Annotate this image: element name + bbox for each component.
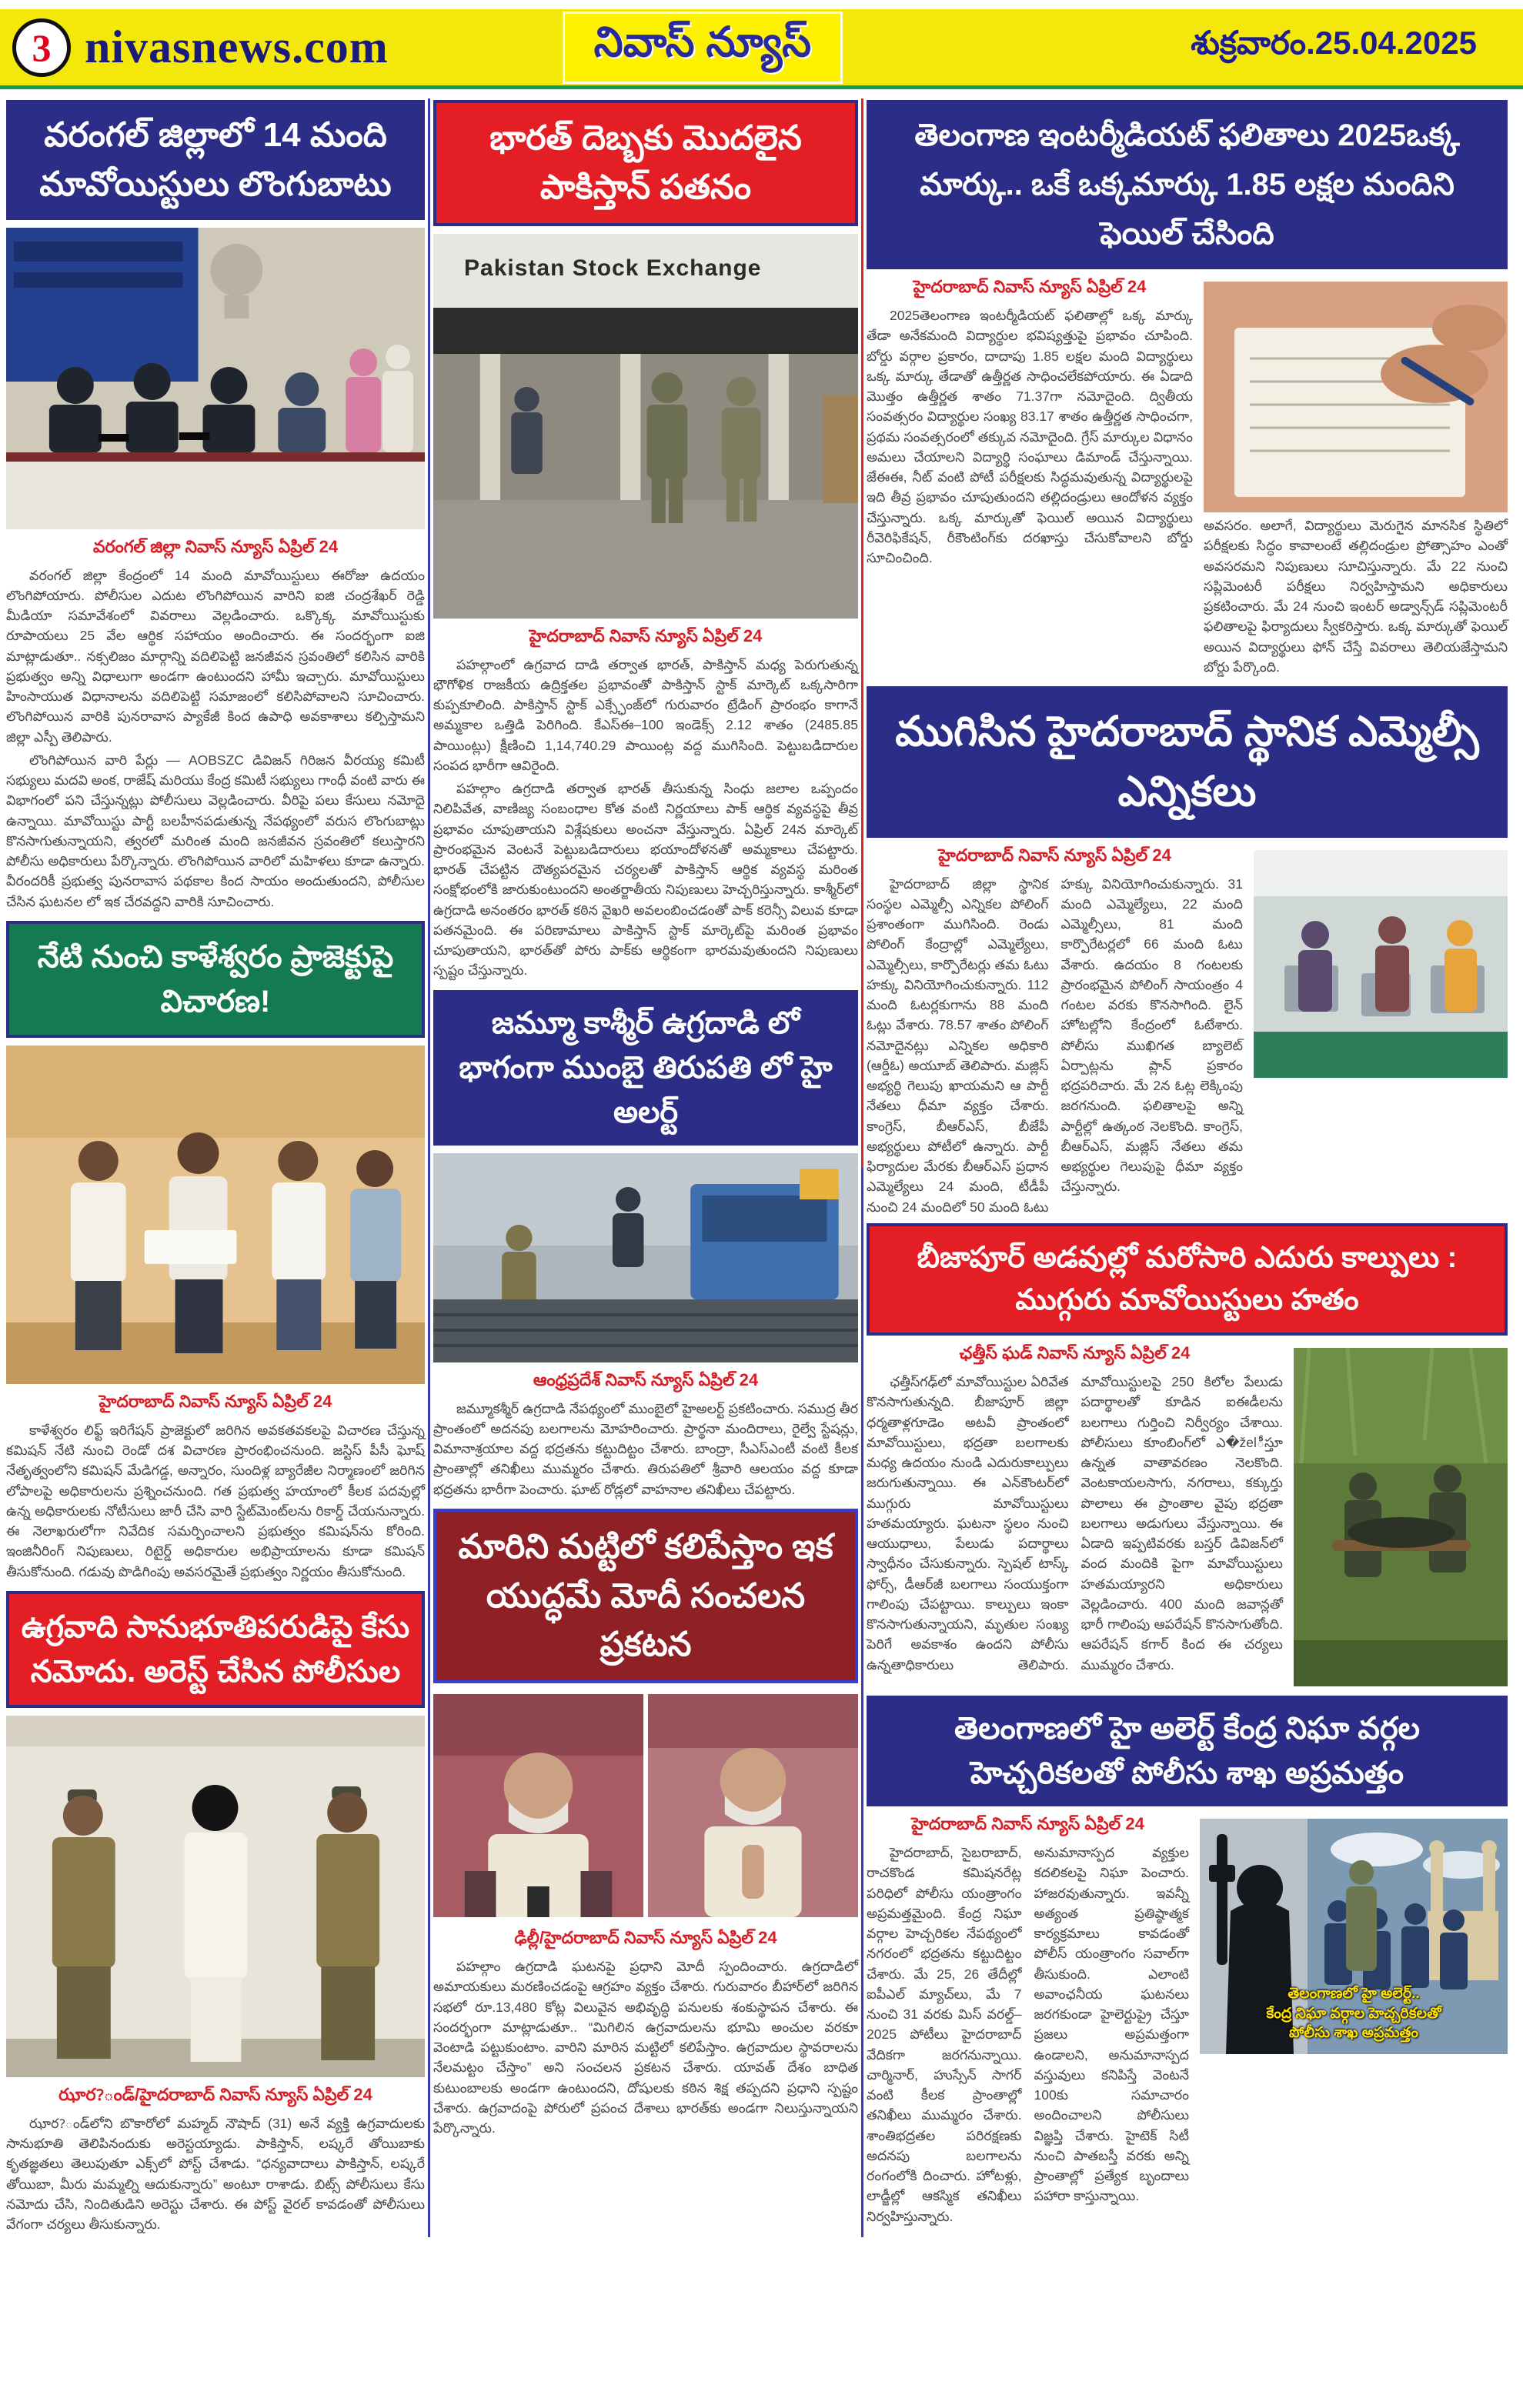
headline-mumbai-tirupati-alert: జమ్మూ కాశ్మీర్ ఉగ్రదాడి లో భాగంగా ముంబై తిరుపతి లో హై అలర్ట్ <box>433 990 858 1146</box>
headline-sympathizer-arrest: ఉగ్రవాది సానుభూతిపరుడిపై కేసు నమోదు. అరెస్ట్ చేసిన పోలీసుల <box>6 1591 425 1708</box>
article-body-mumbai-alert <box>433 1399 858 1499</box>
dateline-sympathizer-arrest: ఝార?ండ్/హైదరాబాద్ నివాస్ న్యూస్ ఏప్రిల్ 24 <box>58 2084 372 2104</box>
psx-sign-text: Pakistan Stock Exchange <box>464 255 762 281</box>
pakistan-stock-exchange-photo <box>433 234 858 619</box>
modi-photos <box>433 1691 858 1920</box>
dateline-kaleshwaram: హైదరాబాద్ నివాస్ న్యూస్ ఏప్రిల్ 24 <box>99 1391 332 1411</box>
article-body-kaleshwaram <box>6 1420 425 1582</box>
dateline-modi-statement: ఢిల్లీ/హైదరాబాద్ నివాస్ న్యూస్ ఏప్రిల్ 24 <box>514 1928 777 1948</box>
modi-namaste-photo <box>648 1694 858 1917</box>
paragraph: అవసరం. అలాగే, విద్యార్థులు మెరుగైన మానసిక స్థితిలో పరీక్షలకు సిద్ధం కావాలంటే తల్లిదండ్రుల ప్రోత్సాహం ఎంతో అవసరమని నిపుణులు సూచిస్తున్నారు. మే 22 నుంచి సప్లిమెంటరీ పరీక్షలు నిర్వహిస్తామని అధికారులు ప్రకటించారు. మే 24 నుంచి ఇంటర్ అడ్వాన్స్‌డ్ సప్లిమెంటరీ ఫలితాలపై ఫిర్యాదులు స్వీకరిస్తారు. ఒక్క మార్కుతో ఫెయిల్ అయిన విద్యార్థులు ఫోన్ చేస్తే వివరాలు తెలియజేస్తామని బోర్డు పేర్కొంది. <box>1204 518 1508 675</box>
article-telangana-alert <box>867 1814 1508 2226</box>
paragraph: పహల్గాంలో ఉగ్రవాద దాడి తర్వాత భారత్, పాకిస్తాన్ మధ్య పెరుగుతున్న భౌగోళిక రాజకీయ ఉద్రిక్తతల ప్రభావంతో పాకిస్తాన్ స్టాక్ మార్కెట్ ఒక్కసారిగా కుప్పకూలింది. పాకిస్తాన్ స్టాక్ ఎక్స్ఛేంజ్‌లో గురువారం ట్రేడింగ్ ప్రారంభం కాగానే అమ్మకాల ఒత్తిడి పెరిగింది. కేఎస్‌ఈ–100 ఇండెక్స్ 2.12 శాతం (2485.85 పాయింట్లు) క్షీణించి 1,14,740.29 పాయింట్ల వద్ద ముగిసింది. పెట్టుబడిదారుల సంపద భారీగా ఆవిరైంది. <box>433 656 858 773</box>
paragraph: హైదరాబాద్, సైబరాబాద్, రాచకొండ కమిషనరేట్ల పరిధిలో పోలీసు యంత్రాంగం అప్రమత్తమైంది. కేంద్ర నిఘా వర్గాల హెచ్చరికల నేపథ్యంలో నగరంలో భద్రతను కట్టుదిట్టం చేశారు. మే 25, 26 తేదీల్లో ఐపీఎల్ మ్యాచ్‌లు, మే 7 నుంచి 31 వరకు మిస్ వరల్డ్–2025 పోటీలు హైదరాబాద్ వేదికగా జరగనున్నాయి. చార్మినార్, హుస్సేన్ సాగర్ వంటి కీలక ప్రాంతాల్లో తనిఖీలు ముమ్మరం చేశారు. శాంతిభద్రతల పరిరక్షణకు అదనపు బలగాలను రంగంలోకి దించారు. హోటళ్లు, లాడ్జీల్లో ఆకస్మిక తనిఖీలు నిర్వహిస్తున్నారు. అనుమానాస్పద వ్యక్తుల కదలికలపై నిఘా పెంచారు. హాజరవుతున్నారు. ఇవన్నీ అత్యంత ప్రతిష్ఠాత్మక కార్యక్రమాలు కావడంతో పోలీస్ యంత్రాంగం సవాల్‌గా తీసుకుంది. ఎలాంటి అవాంఛనీయ ఘటనలు జరగకుండా హైలెర్టుప్రై చేస్తూ ప్రజలు అప్రమత్తంగా ఉండాలని, అనుమానాస్పద వస్తువులు కనిపిస్తే వెంటనే 100కు సమాచారం అందించాలని పోలీసులు విజ్ఞప్తి చేశారు. హైటెక్ సిటీ నుంచి పాతబస్తీ వరకు అన్ని ప్రాంతాల్లో ప్రత్యేక బృందాలు పహారా కాస్తున్నాయి. <box>867 1845 1189 2224</box>
dateline-maoists-surrender: వరంగల్ జిల్లా నివాస్ న్యూస్ ఏప్రిల్ 24 <box>92 536 339 556</box>
page-body <box>0 98 1523 2237</box>
paragraph: జమ్మూకశ్మీర్ ఉగ్రదాడి నేపథ్యంలో ముంబైలో హైఅలర్ట్ ప్రకటించారు. సముద్ర తీర ప్రాంతంలో అదనపు బలగాలను మోహరించారు. ప్రార్థనా మందిరాలు, రైల్వే స్టేషన్లు, విమానాశ్రయాల వద్ద భద్రతను కట్టుదిట్టం చేశారు. బాంద్రా, సీఎస్‌ఎంటీ వంటి కీలక ప్రాంతాల్లో తనిఖీలు ముమ్మరం చేశారు. తిరుపతిలో శ్రీవారి ఆలయం వద్ద కూడా భద్రతను భారీగా పెంచారు. ఘాట్ రోడ్లలో వాహనాల తనిఖీలు చేపట్టారు. <box>433 1400 858 1497</box>
headline-mlc-elections: ముగిసిన హైదరాబాద్ స్థానిక ఎమ్మెల్సీ ఎన్నికలు <box>867 686 1508 838</box>
paragraph: లొంగిపోయిన వారి పేర్లు — AOBSZC డివిజన్ గిరిజన వీరయ్య కమిటీ సభ్యులు మదవి అంక, రాజేష్ మరియు కేంద్ర కమిటీ సభ్యులు గాంధీ వంటి వారు ఈ విభాగంలో పని చేస్తున్నట్లు పోలీసులు వెల్లడించారు. వీరిపై పలు కేసులు నమోదై ఉన్నాయి. మావోయిస్టు పార్టీ బలహీనపడుతున్న నేపథ్యంలో వరుస లొంగుబాట్లు కొనసాగుతున్నాయని, త్వరలో మరింత మంది జనజీవన స్రవంతిలో కలుస్తారని పోలీసు అధికారులు పేర్కొన్నారు. లొంగిపోయిన వారిలో మహిళలు కూడా ఉన్నారు. వీరందరికీ ప్రభుత్వ పునరావాస పథకాల కింద సాయం అందుతుందని, పోలీసుల చేసిన ఘటనల లో ఇక చేరవద్దని వారికి సూచించారు. <box>6 752 425 909</box>
site-name[interactable]: nivasnews.com <box>85 22 389 72</box>
headline-bijapur-encounter: బీజాపూర్ అడవుల్లో మరోసారి ఎదురు కాల్పులు : ముగ్గురు మావోయిస్టులు హతం <box>867 1223 1508 1336</box>
page-number: 3 <box>32 25 52 69</box>
article-mlc-elections <box>867 845 1508 1217</box>
press-conference-photo <box>6 228 425 529</box>
column-2 <box>430 98 861 2237</box>
kaleshwaram-inspection-photo <box>6 1046 425 1384</box>
modi-speech-photo <box>433 1694 643 1917</box>
overlay-line: కేంద్ర నిఘా వర్గాల హెచ్చరికలతో <box>1266 2005 1441 2022</box>
paragraph: ఛత్తీస్‌గఢ్‌లో మావోయిస్టుల ఏరివేత కొనసాగుతున్నది. బీజాపూర్ జిల్లా ధర్మతాళ్లగూడెం అటవీ ప్రాంతంలో మావోయిస్టులు, భద్రతా బలగాలకు మధ్య ఉదయం నుండి ఎదురుకాల్పులు జరుగుతున్నాయి. ఈ ఎన్‌కౌంటర్‌లో ముగ్గురు మావోయిస్టులు హతమయ్యారు. ఘటనా స్థలం నుంచి ఆయుధాలు, పేలుడు పదార్థాలు స్వాధీనం చేసుకున్నారు. స్పెషల్ టాస్క్ ఫోర్స్, డీఆర్‌జీ బలగాలు సంయుక్తంగా గాలింపు చేపట్టాయి. కాల్పులు ఇంకా కొనసాగుతున్నాయని, మృతుల సంఖ్య పెరిగే అవకాశం ఉందని పోలీసు ఉన్నతాధికారులు తెలిపారు. మావోయిస్టులపై 250 కిలోల పేలుడు పదార్థాలతో కూడిన ఐఈడీలను బలగాలు గుర్తించి నిర్వీర్యం చేశాయి. పోలీసులు కూంబింగ్‌లో ఎ�želీస్తూ ఉన్నత వాతావరణం నెలకొంది. వెంటకాయలసాగు, నగరాలు, కక్కుర్తు పొలాలు ఈ ప్రాంతాల వైపు భద్రతా బలగాలు అడుగులు వేస్తున్నాయి. ఈ ఏడాది ఇప్పటివరకు బస్తర్ డివిజన్‌లో వంద మందికి పైగా మావోయిస్టులు హతమయ్యారని అధికారులు వెల్లడించారు. 400 మంది జవాన్లతో భారీ గాలింపు ఆపరేషన్ కొనసాగుతోంది. ఆపరేషన్ కగార్ కింద ఈ చర్యలు ముమ్మరం చేశారు. <box>867 1374 1283 1673</box>
headline-maoists-surrender: వరంగల్ జిల్లాలో 14 మంది మావోయిస్టులు లొంగుబాటు <box>6 100 425 220</box>
overlay-line: పోలీసు శాఖ అప్రమత్తం <box>1288 2025 1419 2042</box>
masthead-title: నివాస్ న్యూస్ <box>563 12 843 84</box>
dateline-mumbai-alert: ఆంధ్రప్రదేశ్ నివాస్ న్యూస్ ఏప్రిల్ 24 <box>533 1369 759 1389</box>
edition-date: శుక్రవారం.25.04.2025 <box>1191 25 1477 61</box>
polling-materials-photo <box>1254 850 1508 1078</box>
article-body-pakistan-fall <box>433 655 858 981</box>
paragraph: పహల్గాం ఉగ్రదాడి ఘటనపై ప్రధాని మోదీ స్పందించారు. ఉగ్రదాడిలో అమాయకులు మరణించడంపై ఆగ్రహం వ్యక్తం చేశారు. గురువారం బీహార్‌లో జరిగిన సభలో రూ.13,480 కోట్ల విలువైన అభివృద్ధి పనులకు శంకుస్థాపన చేశారు. ఈ సందర్భంగా మాట్లాడుతూ.. “మిగిలిన ఉగ్రవాదులను భూమి అంచుల వరకూ వెంటాడి పట్టుకుంటాం. వారిని మారిన మట్టిలో కలిపేస్తాం. ఉగ్రవాదుల స్థావరాలను నేలమట్టం చేస్తాం” అని సంచలన ప్రకటన చేశారు. యావత్ దేశం బాధిత కుటుంబాలకు అండగా ఉంటుందని, దోషులకు కఠిన శిక్ష తప్పదని ప్రధాని స్పష్టం చేశారు. ఉగ్రవాదంపై పోరులో ప్రపంచ దేశాలు భారత్‌కు అండగా నిలుస్తున్నాయని పేర్కొన్నారు. <box>433 1959 858 2136</box>
article-body-modi-statement <box>433 1956 858 2138</box>
article-body-sympathizer-arrest <box>6 2113 425 2235</box>
mumbai-security-check-photo <box>433 1153 858 1362</box>
overlay-line: తెలంగాణలో హై అలెర్ట్.. <box>1288 1986 1420 2003</box>
column-1 <box>0 98 428 2237</box>
paragraph: వరంగల్ జిల్లా కేంద్రంలో 14 మంది మావోయిస్టులు ఈరోజు ఉదయం లొంగిపోయారు. పోలీసుల ఎదుట లొంగిపోయిన వారిని ఐజి చంద్రశేఖర్ రెడ్డి మీడియా సమావేశంలో వివరాలు వెల్లడించారు. ఒక్కొక్క మావోయిస్టుకు రూపాయలు 25 వేల ఆర్థిక సహాయం అందించారు. ఈ సందర్భంగా ఐజి మాట్లాడుతూ.. నక్సలిజం మార్గాన్ని వదిలిపెట్టి జనజీవన స్రవంతిలో కలిసిన వారికి ప్రభుత్వం అన్ని విధాలుగా అండగా ఉంటుందని హామీ ఇచ్చారు. మావోయిస్టులు హింసాయుత విధానాలను వదిలిపెట్టి సమాజంలో కలిసిపోవాలని సూచించారు. లొంగిపోయిన వారికి పునరావాస ప్యాకేజీ కింద ఉపాధి అవకాశాలు కల్పిస్తామని జిల్లా ఎస్పీ తెలిపారు. <box>6 567 425 745</box>
dateline-pakistan-fall: హైదరాబాద్ నివాస్ న్యూస్ ఏప్రిల్ 24 <box>529 625 763 645</box>
headline-modi-statement: మారిని మట్టిలో కలిపేస్తాం ఇక యుద్ధమే మోదీ సంచలన ప్రకటన <box>433 1509 858 1683</box>
paragraph: ఝార?ండ్‌లోని బొకారోలో మహ్మద్ నౌషాద్ (31) అనే వ్యక్తి ఉగ్రవాదులకు సానుభూతి తెలిపినందుకు అరెస్టయ్యాడు. పాకిస్తాన్, లష్కరే తోయిబాకు కృతజ్ఞతలు తెలుపుతూ ఎక్స్‌లో పోస్ట్ చేశాడు. “ధన్యవాదాలు పాకిస్తాన్, లష్కరే తోయిబా, మీరు మమ్మల్ని ఆదుకున్నారు” అంటూ రాశాడు. బిట్స్ పోలీసులు కేసు నమోదు చేసి, నిందితుడిని అరెస్టు చేశారు. ఈ పోస్ట్ వైరల్ కావడంతో పోలీసులు వేగంగా చర్యలు తీసుకున్నారు. <box>6 2115 425 2233</box>
dateline-bijapur: ఛత్తీస్ ఘడ్ నివాస్ న్యూస్ ఏప్రిల్ 24 <box>959 1343 1191 1363</box>
encounter-forest-photo <box>1294 1348 1508 1686</box>
article-bijapur-encounter <box>867 1343 1508 1689</box>
alert-photo-overlay-text <box>1200 1984 1508 2043</box>
paragraph: కాళేశ్వరం లిఫ్ట్ ఇరిగేషన్ ప్రాజెక్టులో జరిగిన అవకతవకలపై విచారణ చేస్తున్న కమిషన్ నేటి నుంచి రెండో దశ విచారణ ప్రారంభించనుంది. జస్టిస్ పీసీ ఘోష్ నేతృత్వంలోని కమిషన్ మేడిగడ్డ, అన్నారం, సుందిళ్ల బ్యారేజీల నిర్మాణంలో జరిగిన లోపాలపై అధికారులను ప్రశ్నించనుంది. గత ప్రభుత్వ హయాంలో కీలక పదవుల్లో ఉన్న అధికారులకు నోటీసులు జారీ చేసి వారి స్టేట్‌మెంట్‌లను రికార్డ్ చేయనున్నారు. ఈ నెలాఖరులోగా నివేదిక సమర్పించాలని ప్రభుత్వం కమిషన్‌ను కోరింది. ఇంజినీరింగ్ నిపుణులు, రిటైర్డ్ అధికారుల అభిప్రాయాలను కూడా కమిషన్ తీసుకోనుంది. గడువు పొడిగింపు అవసరమైతే ప్రభుత్వం నిర్ణయం తీసుకోనుంది. <box>6 1422 425 1579</box>
paragraph: పహల్గాం ఉగ్రదాడి తర్వాత భారత్ తీసుకున్న సింధు జలాల ఒప్పందం నిలిపివేత, వాణిజ్య సంబంధాల కోత వంటి నిర్ణయాలు పాక్ ఆర్థిక వ్యవస్థపై తీవ్ర ప్రభావం చూపుతాయని విశ్లేషకులు అంచనా వేస్తున్నారు. ఏప్రిల్ 24న మార్కెట్ ప్రారంభమైన వెంటనే పెట్టుబడిదారులు భయాందోళనతో అమ్మకాలు చేపట్టారు. భారత్ చేపట్టిన దౌత్యపరమైన చర్యలతో పాకిస్తాన్ ఆర్థిక వ్యవస్థ మరింత సంక్షోభంలోకి జారుకుంటుందని అంతర్జాతీయ నిపుణులు హెచ్చరిస్తున్నారు. కాశ్మీర్‌లో ఉగ్రదాడి అనంతరం భారత్ కఠిన వైఖరి అవలంబించడంతో పాక్ కరెన్సీ విలువ కూడా పతనమైంది. ఈ పరిణామాలు పాకిస్తాన్ స్టాక్ మార్కెట్‌పై మరింత ప్రభావం చూపుతాయని, భారత్‌తో పోరు పాక్‌కు ఆర్థికంగా భారమవుతుందని నిపుణులు స్పష్టం చేస్తున్నారు. <box>433 781 858 979</box>
paragraph: హైదరాబాద్ జిల్లా స్థానిక సంస్థల ఎమ్మెల్సీ ఎన్నికల పోలింగ్ ప్రశాంతంగా ముగిసింది. రెండు పోలింగ్ కేంద్రాల్లో ఎమ్మెల్యేలు, ఎమ్మెల్సీలు, కార్పొరేటర్లు తమ ఓటు హక్కు వినియోగించుకున్నారు. 112 మంది ఓటర్లకుగాను 88 మంది ఓట్లు వేశారు. 78.57 శాతం పోలింగ్ నమోదైనట్లు ఎన్నికల అధికారి (ఆర్డీఓ) అయూబ్ తెలిపారు. మజ్లిస్ అభ్యర్థి గెలుపు ఖాయమని ఆ పార్టీ నేతలు ధీమా వ్యక్తం చేశారు. కాంగ్రెస్, బీఆర్ఎస్, బీజేపీ అభ్యర్థులు పోటీలో ఉన్నారు. పార్టీ ఫిర్యాదుల మేరకు బీఆర్ఎస్ ప్రధాన ఎమ్మెల్యేలు 24 మంది, టీడీపీ నుంచి 24 మందిలో 50 మంది ఓటు హక్కు వినియోగించుకున్నారు. 31 మంది ఎమ్మెల్యేలు, 22 మంది ఎమ్మెల్సీలు, 81 మంది కార్పొరేటర్లలో 66 మంది ఓటు వేశారు. ఉదయం 8 గంటలకు ప్రారంభమైన పోలింగ్ సాయంత్రం 4 గంటల వరకు కొనసాగింది. లైన్ హోటల్లోని కేంద్రంలో ఓటేశారు. పోలీసు ముఖిగత బ్యాలెట్ ఏర్పాట్లను ప్లాన్ ప్రకారం భద్రపరిచారు. మే 2న ఓట్ల లెక్కింపు జరగనుంది. ఫలితాలపై అన్ని పార్టీల్లో ఉత్కంఠ నెలకొంది. కాంగ్రెస్, బీఆర్ఎస్, మజ్లిస్ నేతలు తమ అభ్యర్థుల గెలుపుపై ధీమా వ్యక్తం చేస్తున్నారు. <box>867 875 1243 1215</box>
paragraph: 2025తెలంగాణ ఇంటర్మీడియట్ ఫలితాల్లో ఒక్క మార్కు తేడా అనేకమంది విద్యార్థుల భవిష్యత్తుపై ప్రభావం చూపింది. బోర్డు వర్గాల ప్రకారం, దాదాపు 1.85 లక్షల మంది విద్యార్థులు ఒక్క మార్కు తేడాతో ఉత్తీర్ణత సాధించలేకపోయారు. ఈ ఏడాది మొత్తం ఉత్తీర్ణత శాతం 71.37గా నమోదైంది. ద్వితీయ సంవత్సరం విద్యార్థుల సంఖ్య 83.17 శాతం ఉత్తీర్ణత సాధించగా, ప్రథమ సంవత్సరంలో తక్కువ నమోదైంది. గ్రేస్ మార్కుల విధానం అమలు చేయాలని విద్యార్థి సంఘాలు డిమాండ్ చేస్తున్నాయి. జేఈఈ, నీట్ వంటి పోటీ పరీక్షలకు సిద్ధమవుతున్న విద్యార్థులపై ఇది తీవ్ర ప్రభావం చూపుతుందని తల్లిదండ్రులు ఆందోళన వ్యక్తం చేస్తున్నారు. ఒక్క మార్కుతో ఫెయిల్ అయిన విద్యార్థులు రీవెరిఫికేషన్, రీకౌంటింగ్‌కు దరఖాస్తు చేసుకోవాలని బోర్డు సూచించింది. <box>867 308 1193 565</box>
exam-paper-photo <box>1204 282 1508 512</box>
headline-telangana-alert: తెలంగాణలో హై అలెర్ట్ కేంద్ర నిఘా వర్గల హెచ్చరికలతో పోలీసు శాఖ అప్రమత్తం <box>867 1696 1508 1806</box>
headline-pakistan-fall: భారత్ దెబ్బకు మొదలైన పాకిస్తాన్ పతనం <box>433 100 858 226</box>
headline-kaleshwaram-inquiry: నేటి నుంచి కాళేశ్వరం ప్రాజెక్టుపై విచారణ! <box>6 921 425 1038</box>
telangana-alert-photo <box>1200 1819 1508 2054</box>
arrest-photo <box>6 1716 425 2077</box>
masthead-bar <box>0 9 1523 89</box>
page-number-badge <box>12 18 71 77</box>
headline-inter-results: తెలంగాణ ఇంటర్మీడియట్ ఫలితాలు 2025ఒక్క మార్కు.. ఒకే ఒక్కమార్కు 1.85 లక్షల మందిని ఫెయిల్ చేసింది <box>867 100 1508 269</box>
column-3 <box>863 98 1514 2237</box>
article-body-maoists-surrender <box>6 565 425 912</box>
dateline-telangana-alert: హైదరాబాద్ నివాస్ న్యూస్ ఏప్రిల్ 24 <box>911 1814 1144 1834</box>
dateline-mlc-elections: హైదరాబాద్ నివాస్ న్యూస్ ఏప్రిల్ 24 <box>938 845 1171 865</box>
dateline-inter-results: హైదరాబాద్ నివాస్ న్యూస్ ఏప్రిల్ 24 <box>913 277 1147 296</box>
article-inter-results <box>867 277 1508 680</box>
